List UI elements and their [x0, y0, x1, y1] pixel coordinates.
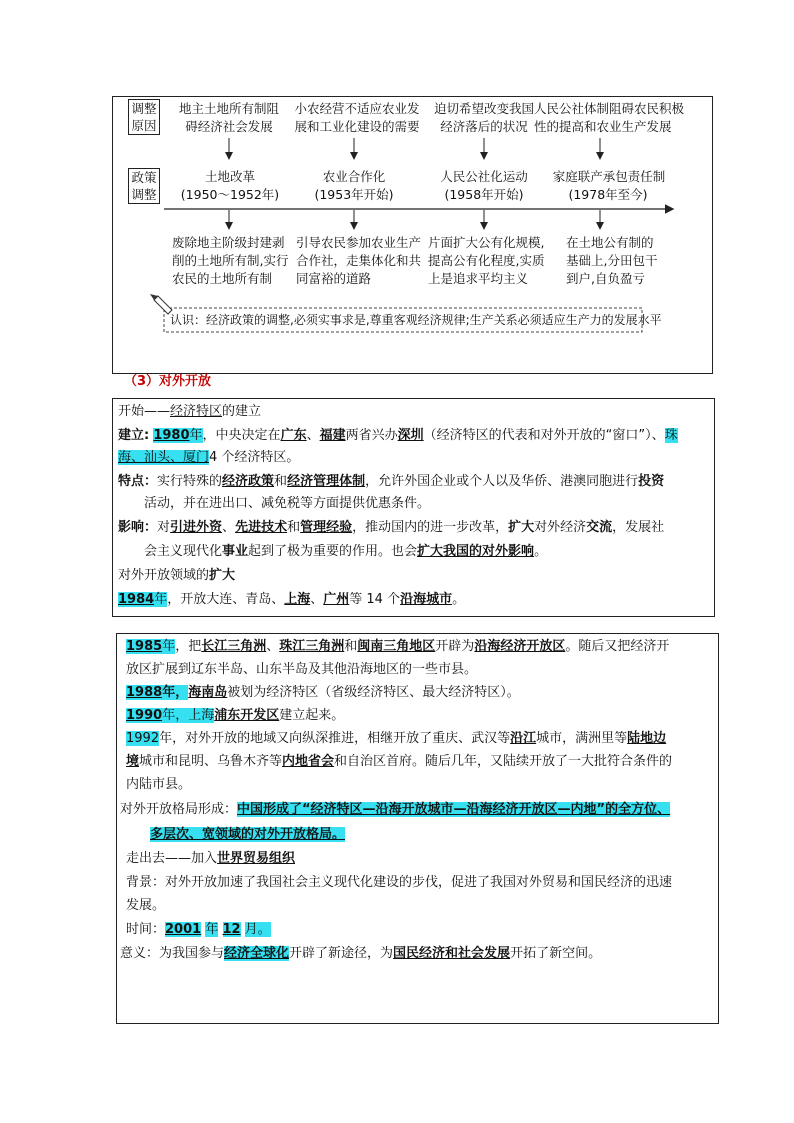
year-1992-line: 1992年，对外开放的地域又向纵深推进，相继开放了重庆、武汉等沿江城市，满洲里等陆地边 [126, 731, 667, 746]
policy-2-date: (1953年开始) [314, 187, 394, 202]
feature-line: 特点：实行特殊的经济政策和经济管理体制，允许外国企业或个人以及华侨、港澳同胞进行投资 [118, 474, 665, 489]
feature-line-2: 活动，并在进出口、减免税等方面提供优惠条件。 [144, 496, 431, 511]
time-line: 时间：2001 年 12 月。 [126, 922, 271, 937]
policy-4-name: 家庭联产承包责任制 [552, 169, 666, 184]
policy-1-name: 土地改革 [204, 169, 255, 184]
result-1: 废除地主阶级封建剥 削的土地所有制,实行 农民的土地所有制 [172, 235, 289, 286]
reason-4: 人民公社体制阻碍农民积极 性的提高和农业生产发展 [534, 101, 685, 134]
label-policy-adjust: 政策 调整 [128, 168, 160, 204]
result-2: 引导农民参加农业生产 合作社，走集体化和共 同富裕的道路 [296, 235, 422, 286]
result-3: 片面扩大公有化规模, 提高公有化程度,实质 上是追求平均主义 [428, 235, 545, 286]
pattern-line: 对外开放格局形成：中国形成了“经济特区—沿海开放城市—沿海经济开放区—内地”的全方位、 [120, 802, 671, 817]
insight-text: 认识：经济政策的调整,必须实事求是,尊重客观经济规律;生产关系必须适应生产力的发展水平 [170, 313, 662, 327]
result-4: 在土地公有制的 基础上,分田包干 到户,自负盈亏 [566, 235, 658, 286]
year-1984-line: 1984年，开放大连、青岛、上海、广州等 14 个沿海城市。 [118, 592, 466, 607]
policy-3-date: (1958年开始) [444, 187, 524, 202]
reason-1: 地主土地所有制阻 碍经济社会发展 [178, 101, 279, 134]
background-line-2: 发展。 [126, 898, 166, 913]
reason-2: 小农经营不适应农业发 展和工业化建设的需要 [294, 101, 420, 134]
label-adjust-reason: 调整 原因 [128, 99, 160, 135]
reason-3: 迫切希望改变我国 经济落后的状况 [433, 101, 534, 134]
year-1990-line: 1990年，上海浦东开发区建立起来。 [126, 708, 345, 723]
pattern-line-2: 多层次、宽领域的对外开放格局。 [150, 827, 346, 842]
section-heading: （3）对外开放 [124, 374, 212, 389]
start-title: 开始——经济特区的建立 [118, 404, 262, 419]
year-1985-line: 1985年，把长江三角洲、珠江三角洲和闽南三角地区开辟为沿海经济开放区。随后又把经济开 [126, 639, 670, 654]
pen-icon [150, 294, 172, 314]
meaning-line: 意义：为我国参与经济全球化开辟了新途径，为国民经济和社会发展开拓了新空间。 [120, 946, 602, 961]
year-1992-line-2: 境城市和昆明、乌鲁木齐等内地省会和自治区首府。随后几年，又陆续开放了一大批符合条件的 [126, 754, 673, 769]
impact-line: 影响：对引进外资、先进技术和管理经验，推动国内的进一步改革，扩大对外经济交流，发展社 [118, 520, 665, 535]
establish-line-2: 海、汕头、厦门4 个经济特区。 [118, 450, 300, 465]
policy-1-date: (1950～1952年) [180, 187, 280, 202]
policy-2-name: 农业合作化 [322, 169, 386, 184]
background-line: 背景：对外开放加速了我国社会主义现代化建设的步伐，促进了我国对外贸易和国民经济的迅速 [126, 875, 673, 890]
impact-line-2: 会主义现代化事业起到了极为重要的作用。也会扩大我国的对外影响。 [144, 544, 548, 559]
expand-title: 对外开放领域的扩大 [118, 568, 236, 583]
year-1992-line-3: 内陆市县。 [126, 777, 192, 792]
year-1988-line: 1988年，海南岛被划为经济特区（省级经济特区、最大经济特区）。 [126, 685, 520, 700]
wto-title: 走出去——加入世界贸易组织 [126, 851, 296, 866]
year-1985-line-2: 放区扩展到辽东半岛、山东半岛及其他沿海地区的一些市县。 [126, 662, 478, 677]
policy-4-date: (1978年至今) [568, 187, 648, 202]
policy-3-name: 人民公社化运动 [440, 169, 528, 184]
establish-line: 建立: 1980年，中央决定在广东、福建两省兴办深圳（经济特区的代表和对外开放的“窗口”）、珠 [118, 428, 678, 443]
